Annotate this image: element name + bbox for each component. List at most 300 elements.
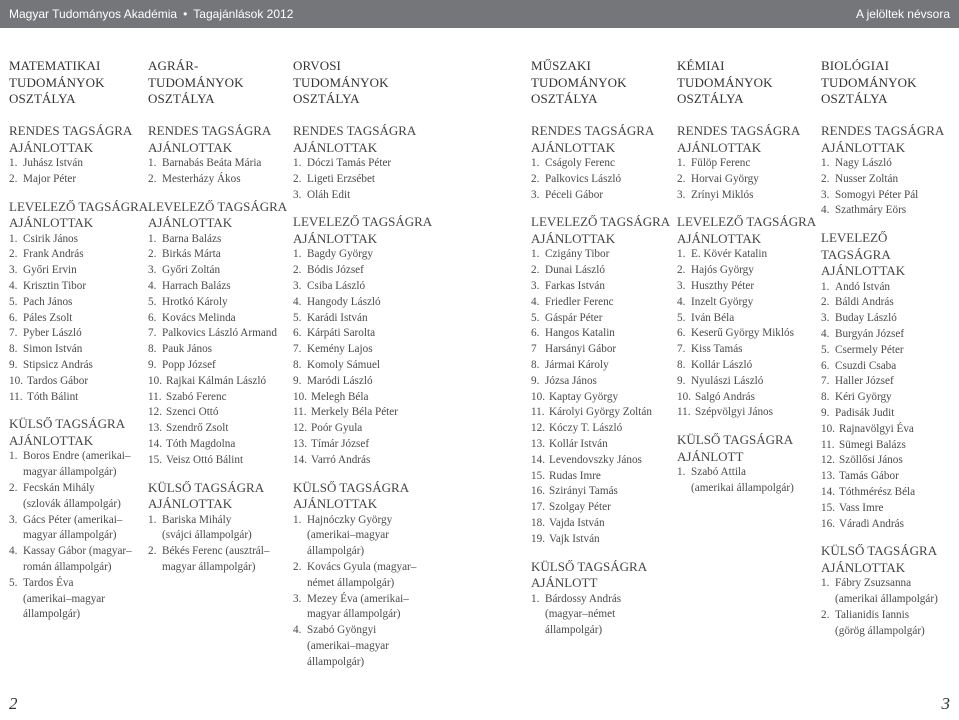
item-text-line: E. Kövér Katalin	[691, 248, 768, 261]
division-heading-line: MATEMATIKAI	[9, 58, 101, 73]
item-text-line: Péceli Gábor	[545, 188, 604, 201]
item-text	[835, 608, 925, 640]
item-number: 17.	[531, 501, 545, 514]
item-text-line: Levendovszky János	[549, 453, 642, 466]
list-item	[821, 280, 959, 296]
division-heading-line: MŰSZAKI	[531, 58, 591, 73]
item-text	[166, 421, 228, 437]
item-text-line: Harsányi Gábor	[545, 343, 617, 356]
item-text	[162, 279, 231, 295]
item-text	[549, 453, 642, 469]
list-item	[677, 358, 816, 374]
list-item	[9, 232, 148, 248]
item-text	[545, 374, 597, 390]
item-text	[545, 247, 609, 263]
item-number: 10.	[821, 422, 835, 435]
item-text	[835, 406, 894, 422]
section-title	[293, 123, 432, 156]
item-text	[23, 544, 132, 576]
item-text	[545, 156, 615, 172]
item-text	[835, 311, 897, 327]
section-title-line: AJÁNLOTTAK	[531, 230, 616, 246]
item-number: 9.	[677, 374, 686, 387]
item-text	[307, 172, 375, 188]
item-text-line: Dóczi Tamás Péter	[307, 157, 392, 169]
item-text-line: Békés Ferenc (ausztrál–	[162, 545, 270, 558]
item-text-line: Horvai György	[691, 172, 759, 185]
list-item	[531, 500, 670, 516]
list-item	[821, 517, 959, 533]
item-text	[311, 453, 370, 469]
section-title	[531, 214, 670, 247]
item-number: 1.	[9, 157, 18, 169]
item-number: 15.	[821, 501, 835, 514]
list-item	[531, 326, 670, 342]
item-text	[23, 449, 131, 481]
section-title-line: KÜLSŐ TAGSÁGRA	[531, 558, 648, 574]
division-heading-line: OSZTÁLYA	[9, 91, 76, 106]
item-text	[162, 172, 241, 188]
header-subtitle: Tagajánlások 2012	[193, 7, 294, 21]
item-number: 9.	[148, 358, 157, 371]
list-item	[821, 295, 959, 311]
item-text	[307, 374, 373, 390]
item-text-line: Somogyi Péter Pál	[835, 188, 919, 201]
list-item	[9, 390, 148, 406]
item-text-line: Váradi András	[839, 517, 904, 530]
item-text-line: Csirik János	[23, 232, 79, 245]
item-number: 9.	[293, 374, 302, 387]
item-text-line: Merkely Béla Péter	[311, 406, 398, 419]
list-item	[148, 421, 287, 437]
item-number: 4.	[9, 279, 18, 292]
item-text-line: állampolgár)	[307, 655, 365, 668]
item-text-line: Haller József	[835, 375, 894, 388]
section-title-line: KÜLSŐ TAGSÁGRA	[821, 543, 938, 559]
item-text-line: Padisák Judit	[835, 407, 895, 420]
item-number: 10.	[677, 390, 691, 403]
list-item	[9, 449, 148, 481]
item-number: 8.	[9, 343, 18, 356]
item-number: 10.	[531, 390, 545, 403]
list-item	[148, 172, 287, 188]
item-text-line: Szabó Gyöngyi	[307, 624, 377, 637]
division-heading-line: OSZTÁLYA	[148, 91, 215, 106]
item-number: 3.	[677, 279, 686, 292]
list-item	[677, 279, 816, 295]
list-item	[821, 469, 959, 485]
item-text	[307, 188, 350, 204]
item-number: 11.	[9, 390, 23, 403]
list-item	[821, 608, 959, 640]
item-number: 4.	[821, 328, 830, 341]
list-item	[821, 374, 959, 390]
item-number: 9.	[531, 374, 540, 387]
item-text-line: Palkovics László	[545, 172, 622, 185]
item-number: 11.	[148, 390, 162, 403]
item-text	[835, 172, 898, 188]
item-number: 6.	[9, 311, 18, 324]
list-item	[9, 342, 148, 358]
item-text	[691, 279, 754, 295]
list-item	[9, 156, 148, 172]
item-text-line: Mesterházy Ákos	[162, 172, 241, 185]
item-text	[162, 326, 277, 342]
item-text	[166, 374, 266, 390]
item-text	[835, 390, 892, 406]
list-item	[531, 516, 670, 532]
item-text	[839, 501, 883, 517]
division-heading-line: ORVOSI	[293, 58, 341, 73]
item-number: 11.	[677, 406, 691, 419]
list-item	[821, 501, 959, 517]
item-text-line: Inzelt György	[691, 295, 754, 308]
item-text-line: Krisztin Tibor	[23, 279, 87, 292]
list-item	[531, 390, 670, 406]
item-text	[307, 358, 380, 374]
item-number: 4.	[531, 295, 540, 308]
list-item	[677, 172, 816, 188]
item-number: 8.	[531, 358, 540, 371]
item-text-line: (svájci állampolgár)	[162, 529, 252, 542]
item-text-line: magyar állampolgár)	[162, 560, 256, 573]
item-text-line: Mezey Éva (amerikai–	[307, 592, 409, 605]
item-text	[307, 513, 392, 560]
list-item	[293, 513, 432, 560]
item-text-line: Barnabás Beáta Mária	[162, 157, 262, 169]
item-number: 12.	[293, 422, 307, 435]
item-text-line: (amerikai állampolgár)	[691, 481, 794, 494]
item-text-line: Tímár József	[311, 437, 370, 450]
list-item	[293, 390, 432, 406]
item-text-line: Szendrő Zsolt	[166, 422, 229, 435]
item-text-line: Kovács Gyula (magyar–	[307, 560, 417, 573]
section-title	[821, 123, 959, 156]
item-number: 8.	[821, 391, 830, 404]
division-heading-line: TUDOMÁNYOK	[148, 74, 244, 90]
list-item	[293, 295, 432, 311]
item-text-line: Szathmáry Eörs	[835, 204, 907, 217]
item-text	[835, 343, 904, 359]
item-text	[23, 513, 122, 545]
item-number: 3.	[821, 188, 830, 201]
item-text-line: Hangos Katalin	[545, 327, 615, 340]
division-heading	[9, 58, 148, 110]
item-text	[549, 500, 611, 516]
item-text	[695, 405, 773, 421]
section-title-line: AJÁNLOTTAK	[293, 496, 378, 512]
item-text-line: Fábry Zsuzsanna	[835, 577, 912, 590]
item-number: 2.	[531, 172, 540, 185]
column-agrar	[148, 58, 287, 576]
list-item	[9, 576, 148, 623]
item-text	[545, 279, 605, 295]
item-text-line: Boros Endre (amerikai–	[23, 450, 131, 463]
item-text-line: Stipsicz András	[23, 358, 93, 371]
item-number: 13.	[531, 437, 545, 450]
item-text-line: Hajós György	[691, 264, 754, 277]
list-item	[821, 485, 959, 501]
item-text-line: Szenci Ottó	[166, 406, 219, 419]
item-text	[839, 422, 914, 438]
list-item	[293, 374, 432, 390]
item-text	[549, 421, 622, 437]
item-number: 9.	[9, 358, 18, 371]
item-text-line: Farkas István	[545, 279, 605, 292]
item-number: 13.	[293, 437, 307, 450]
section-title-line: AJÁNLOTTAK	[677, 230, 762, 246]
item-text-line: Barna Balázs	[162, 232, 222, 245]
item-text	[23, 358, 93, 374]
item-text-line: Kóczy T. László	[549, 422, 623, 435]
item-text	[162, 513, 252, 545]
item-text	[307, 247, 373, 263]
list-item	[148, 390, 287, 406]
item-text	[545, 358, 609, 374]
list-item	[821, 203, 959, 219]
list-item	[148, 232, 287, 248]
item-number: 5.	[9, 576, 18, 589]
item-text-line: Iván Béla	[691, 311, 735, 324]
division-heading	[677, 58, 816, 110]
item-number: 1.	[677, 466, 686, 479]
page-number-left: 2	[9, 694, 18, 713]
item-text-line: Tóth Bálint	[27, 390, 79, 403]
item-text	[835, 374, 894, 390]
section-title-line: KÜLSŐ TAGSÁGRA	[9, 416, 126, 432]
item-number: 4.	[821, 204, 830, 217]
header-left	[9, 7, 293, 21]
section-title	[9, 416, 148, 449]
section-title	[677, 123, 816, 156]
item-number: 10.	[9, 374, 23, 387]
division-heading	[531, 58, 670, 110]
item-text	[162, 232, 221, 248]
list-item	[9, 279, 148, 295]
column-kemiai	[677, 58, 816, 497]
section-title	[148, 199, 287, 232]
list-item	[677, 390, 816, 406]
item-text	[691, 188, 753, 204]
section-title-line: AJÁNLOTTAK	[531, 139, 616, 155]
division-heading-line: TUDOMÁNYOK	[9, 74, 105, 90]
list-item	[9, 513, 148, 545]
item-text-line: (amerikai–magyar	[307, 639, 389, 652]
item-text-line: Birkás Márta	[162, 248, 221, 261]
item-text-line: Szabó Ferenc	[166, 390, 227, 403]
item-number: 1.	[148, 157, 157, 169]
item-text-line: Nyulászi László	[691, 374, 764, 387]
list-item	[531, 374, 670, 390]
item-number: 1.	[677, 248, 686, 261]
item-number: 5.	[9, 295, 18, 308]
item-text	[27, 374, 88, 390]
list-item	[531, 484, 670, 500]
item-text-line: Hajnóczky György	[307, 513, 393, 526]
list-item	[293, 421, 432, 437]
item-text	[545, 172, 621, 188]
item-text	[835, 188, 918, 204]
item-text	[545, 311, 602, 327]
item-number: 3.	[9, 513, 18, 526]
item-text	[162, 311, 236, 327]
item-text-line: Szabó Attila	[691, 466, 746, 479]
list-item	[9, 172, 148, 188]
item-text-line: Pach János	[23, 295, 73, 308]
section-title-line: AJÁNLOTTAK	[9, 139, 94, 155]
item-text	[691, 263, 754, 279]
item-text	[839, 517, 904, 533]
list-item	[148, 342, 287, 358]
item-text-line: Hrotkó Károly	[162, 295, 228, 308]
section-title	[9, 123, 148, 156]
item-text-line: (amerikai állampolgár)	[835, 593, 938, 606]
item-number: 8.	[148, 343, 157, 356]
list-item	[821, 327, 959, 343]
item-text-line: Gáspár Péter	[545, 311, 603, 324]
list-item	[677, 263, 816, 279]
item-text-line: Kéri György	[835, 391, 892, 404]
item-text	[691, 172, 759, 188]
item-text	[545, 188, 603, 204]
list-item	[821, 406, 959, 422]
bullet-separator: •	[183, 7, 188, 21]
item-number: 3.	[148, 264, 157, 277]
list-item	[293, 437, 432, 453]
division-heading-line: KÉMIAI	[677, 58, 725, 73]
header-right-title: A jelöltek névsora	[855, 7, 950, 21]
section-title-line: LEVELEZŐ TAGSÁGRA	[531, 214, 671, 230]
item-text-line: Győri Zoltán	[162, 264, 221, 277]
list-item	[531, 279, 670, 295]
list-item	[531, 247, 670, 263]
list-item	[9, 358, 148, 374]
list-item	[677, 188, 816, 204]
item-text	[691, 374, 763, 390]
item-number: 1.	[9, 232, 18, 245]
item-text-line: Fecskán Mihály	[23, 481, 95, 494]
item-text-line: Kassay Gábor (magyar–	[23, 545, 132, 558]
item-text-line: Bariska Mihály	[162, 513, 232, 526]
item-text	[23, 576, 105, 623]
section-title	[531, 123, 670, 156]
item-text-line: (amerikai–magyar	[23, 592, 105, 605]
item-number: 1.	[293, 157, 302, 169]
item-text	[307, 342, 373, 358]
list-item	[677, 311, 816, 327]
division-heading	[821, 58, 959, 110]
item-text	[545, 342, 616, 358]
item-text-line: Csermely Péter	[835, 343, 904, 356]
division-heading	[293, 58, 432, 110]
item-number: 2.	[293, 172, 302, 185]
item-number: 3.	[531, 188, 540, 201]
item-text	[23, 263, 77, 279]
item-text	[549, 390, 618, 406]
list-item	[677, 374, 816, 390]
item-text	[23, 156, 83, 172]
division-heading-line: TUDOMÁNYOK	[531, 74, 627, 90]
list-item	[148, 247, 287, 263]
section-title	[293, 480, 432, 513]
item-text-line: állampolgár)	[545, 624, 603, 637]
section-title-line: KÜLSŐ TAGSÁGRA	[677, 432, 794, 448]
section-title-line: AJÁNLOTTAK	[9, 215, 94, 231]
list-item	[821, 390, 959, 406]
item-number: 2.	[821, 609, 830, 622]
item-number: 1.	[821, 280, 830, 293]
item-text-line: Csiba László	[307, 279, 366, 292]
item-text-line: Páles Zsolt	[23, 311, 73, 324]
item-text-line: Rajnavölgyi Éva	[839, 422, 914, 435]
item-text	[162, 263, 220, 279]
list-item	[531, 592, 670, 639]
item-number: 1.	[531, 157, 540, 169]
list-item	[531, 437, 670, 453]
item-text-line: (magyar–német	[545, 608, 616, 621]
item-number: 4.	[677, 295, 686, 308]
item-number: 1.	[821, 157, 830, 169]
item-text-line: Károlyi György Zoltán	[549, 406, 652, 419]
item-text	[307, 279, 365, 295]
list-item	[293, 342, 432, 358]
section-title	[148, 123, 287, 156]
item-text-line: Tamás Gábor	[839, 470, 899, 483]
item-text-line: Melegh Béla	[311, 390, 369, 403]
list-item	[293, 405, 432, 421]
list-item	[148, 513, 287, 545]
item-text	[23, 342, 82, 358]
item-text-line: Kemény Lajos	[307, 343, 373, 356]
section-title-line: KÜLSŐ TAGSÁGRA	[148, 479, 265, 495]
item-text	[162, 342, 212, 358]
item-number: 4.	[148, 279, 157, 292]
item-text-line: Major Péter	[23, 172, 77, 185]
item-text	[545, 295, 614, 311]
item-text	[691, 465, 794, 497]
item-text-line: (amerikai–magyar	[307, 529, 389, 542]
section-title-line: RENDES TAGSÁGRA	[148, 123, 272, 138]
column-matematikai	[9, 58, 148, 623]
item-text-line: Nagy László	[835, 157, 892, 169]
section-title-line: AJÁNLOTTAK	[677, 139, 762, 155]
division-heading-line: BIOLÓGIAI	[821, 58, 890, 73]
item-number: 6.	[821, 359, 830, 372]
list-item	[293, 326, 432, 342]
list-item	[148, 263, 287, 279]
item-text-line: Szirányi Tamás	[549, 485, 618, 498]
item-text-line: Kovács Melinda	[162, 311, 236, 324]
header-bar	[0, 0, 959, 28]
list-item	[821, 172, 959, 188]
section-title	[821, 543, 959, 576]
item-text	[545, 326, 615, 342]
list-item	[677, 295, 816, 311]
list-item	[531, 342, 670, 358]
item-number: 14.	[821, 486, 835, 499]
item-text-line: Poór Gyula	[311, 422, 363, 435]
list-item	[821, 576, 959, 608]
item-text	[545, 592, 621, 639]
item-text-line: Tardos Gábor	[27, 374, 89, 387]
list-item	[531, 532, 670, 548]
list-item	[148, 544, 287, 576]
section-title-line: AJÁNLOTTAK	[148, 496, 233, 512]
item-number: 7.	[148, 327, 157, 340]
item-text-line: Keserű György Miklós	[691, 327, 794, 340]
item-text-line: Zrínyi Miklós	[691, 188, 754, 201]
list-item	[293, 592, 432, 624]
